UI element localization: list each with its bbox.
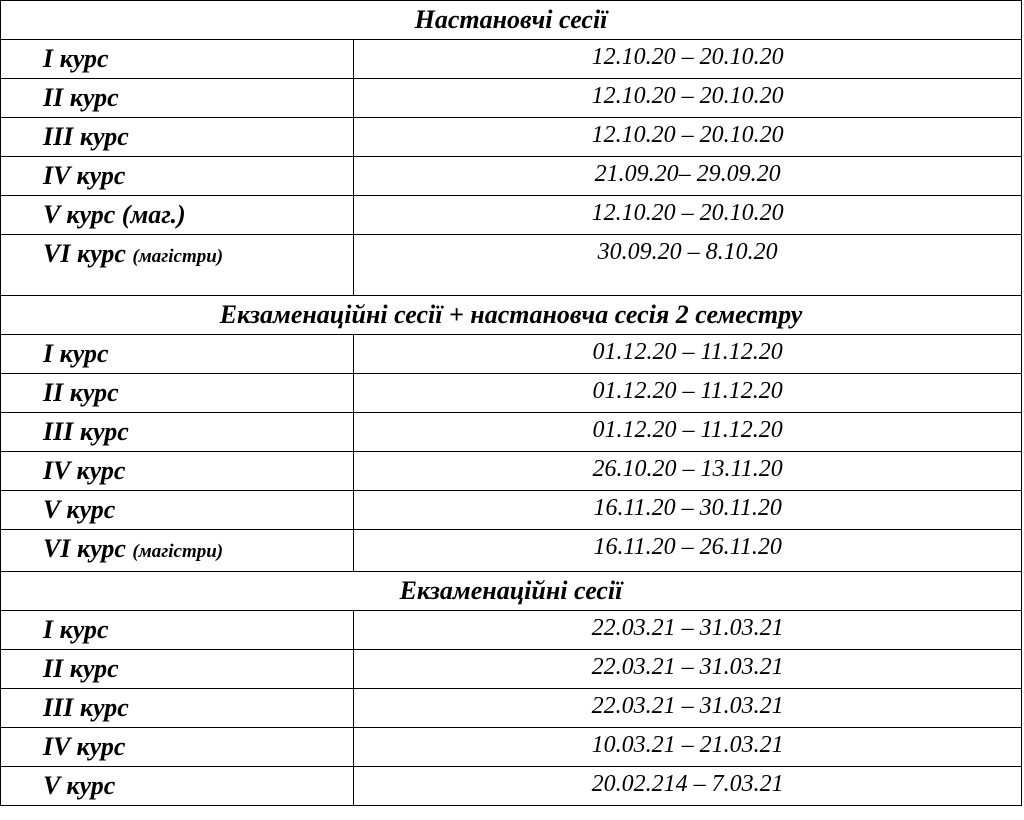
date-range: 21.09.20– 29.09.20 bbox=[354, 157, 1022, 196]
schedule-row bbox=[1, 728, 1022, 767]
schedule-row bbox=[1, 491, 1022, 530]
course-label: ІІІ курс bbox=[1, 118, 354, 157]
date-range: 12.10.20 – 20.10.20 bbox=[354, 118, 1022, 157]
schedule-row bbox=[1, 40, 1022, 79]
schedule-row bbox=[1, 413, 1022, 452]
date-range: 26.10.20 – 13.11.20 bbox=[354, 452, 1022, 491]
schedule-row bbox=[1, 689, 1022, 728]
course-label: ІІІ курс bbox=[1, 413, 354, 452]
schedule-row bbox=[1, 374, 1022, 413]
date-range: 22.03.21 – 31.03.21 bbox=[354, 689, 1022, 728]
schedule-row bbox=[1, 452, 1022, 491]
section-title: Екзаменаційні сесії bbox=[1, 572, 1022, 611]
schedule-row bbox=[1, 611, 1022, 650]
course-label: І курс bbox=[1, 40, 354, 79]
date-range: 12.10.20 – 20.10.20 bbox=[354, 79, 1022, 118]
date-range: 16.11.20 – 26.11.20 bbox=[354, 530, 1022, 572]
section-title: Екзаменаційні сесії + настановча сесія 2 семестру bbox=[1, 296, 1022, 335]
date-range: 22.03.21 – 31.03.21 bbox=[354, 650, 1022, 689]
course-label: V курс (маг.) bbox=[1, 196, 354, 235]
course-label: V курс bbox=[1, 491, 354, 530]
course-label: ІІ курс bbox=[1, 374, 354, 413]
section-title: Настановчі сесії bbox=[1, 1, 1022, 40]
date-range: 01.12.20 – 11.12.20 bbox=[354, 335, 1022, 374]
course-label: І курс bbox=[1, 611, 354, 650]
schedule-row bbox=[1, 650, 1022, 689]
date-range: 12.10.20 – 20.10.20 bbox=[354, 196, 1022, 235]
course-cell bbox=[1, 235, 354, 296]
date-range: 10.03.21 – 21.03.21 bbox=[354, 728, 1022, 767]
course-label: IV курс bbox=[1, 452, 354, 491]
course-note: (магістри) bbox=[132, 541, 224, 562]
date-range: 22.03.21 – 31.03.21 bbox=[354, 611, 1022, 650]
schedule-row bbox=[1, 79, 1022, 118]
schedule-row bbox=[1, 335, 1022, 374]
date-range: 20.02.214 – 7.03.21 bbox=[354, 767, 1022, 806]
course-label: VI курс bbox=[43, 534, 133, 563]
course-cell bbox=[1, 530, 354, 572]
course-label: ІІ курс bbox=[1, 79, 354, 118]
section-header-row bbox=[1, 1, 1022, 40]
section-header-row bbox=[1, 572, 1022, 611]
course-label: ІІ курс bbox=[1, 650, 354, 689]
course-label: IV курс bbox=[1, 157, 354, 196]
course-label: І курс bbox=[1, 335, 354, 374]
date-range: 01.12.20 – 11.12.20 bbox=[354, 374, 1022, 413]
schedule-row bbox=[1, 235, 1022, 296]
schedule-body bbox=[1, 1, 1022, 806]
schedule-row bbox=[1, 530, 1022, 572]
schedule-row bbox=[1, 118, 1022, 157]
course-note: (магістри) bbox=[132, 246, 224, 267]
course-label: VI курс bbox=[43, 239, 133, 268]
course-label: IV курс bbox=[1, 728, 354, 767]
date-range: 12.10.20 – 20.10.20 bbox=[354, 40, 1022, 79]
schedule-row bbox=[1, 196, 1022, 235]
section-header-row bbox=[1, 296, 1022, 335]
schedule-row bbox=[1, 157, 1022, 196]
schedule-row bbox=[1, 767, 1022, 806]
date-range: 30.09.20 – 8.10.20 bbox=[354, 235, 1022, 296]
course-label: V курс bbox=[1, 767, 354, 806]
course-label: ІІІ курс bbox=[1, 689, 354, 728]
date-range: 01.12.20 – 11.12.20 bbox=[354, 413, 1022, 452]
date-range: 16.11.20 – 30.11.20 bbox=[354, 491, 1022, 530]
